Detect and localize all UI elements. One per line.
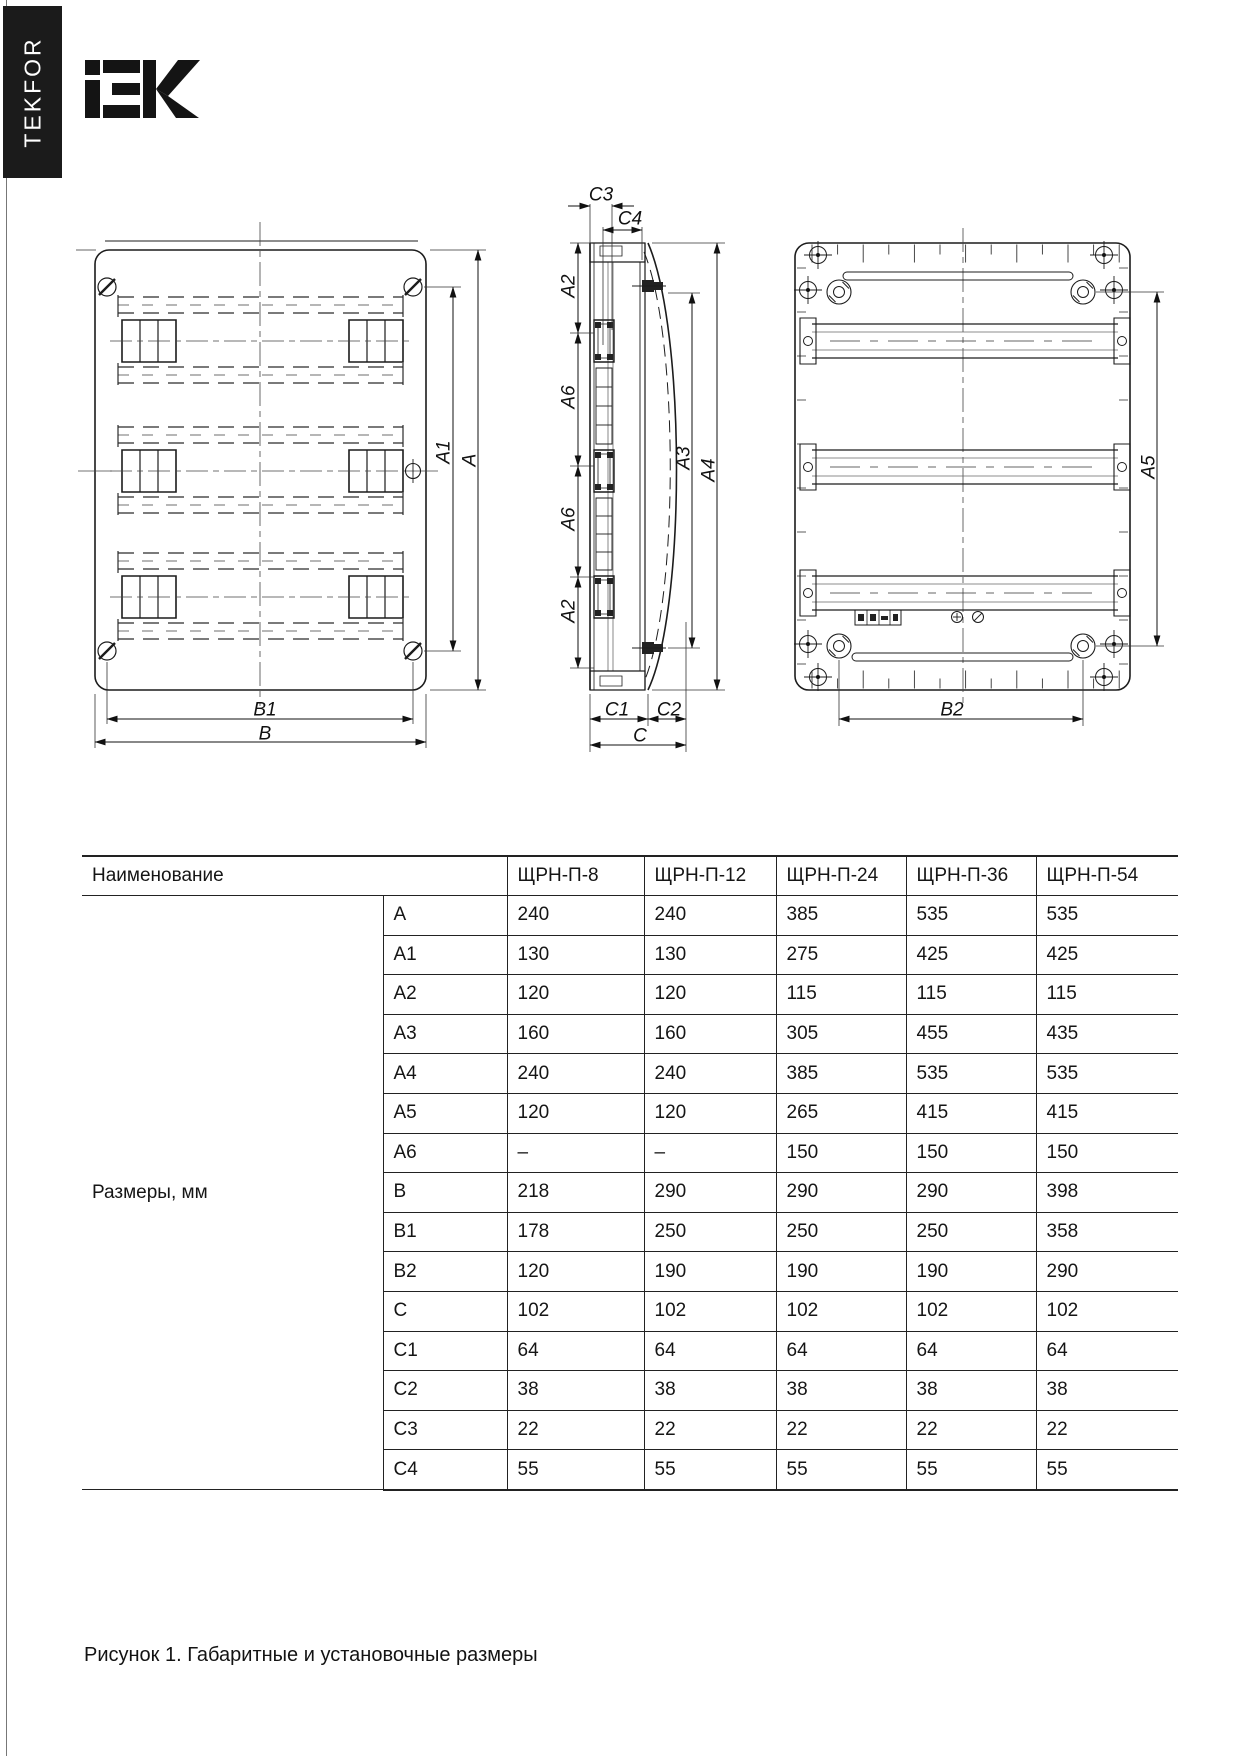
dim-value-cell: 290 xyxy=(776,1173,906,1213)
table-header-model-1: ЩРН-П-8 xyxy=(507,856,644,896)
dim-value-cell: 415 xyxy=(1036,1093,1178,1133)
dim-value-cell: 240 xyxy=(644,896,776,936)
dim-value-cell: 64 xyxy=(507,1331,644,1371)
dim-value-cell: 38 xyxy=(906,1371,1036,1411)
dim-value-cell: 385 xyxy=(776,896,906,936)
dim-value-cell: 64 xyxy=(1036,1331,1178,1371)
iek-logo-icon xyxy=(83,55,205,123)
dim-value-cell: 398 xyxy=(1036,1173,1178,1213)
dim-label-a3: A3 xyxy=(673,446,695,470)
dim-value-cell: 38 xyxy=(1036,1371,1178,1411)
table-header-name: Наименование xyxy=(82,856,507,896)
dim-value-cell: 160 xyxy=(644,1014,776,1054)
dim-value-cell: 415 xyxy=(906,1093,1036,1133)
figure-caption: Рисунок 1. Габаритные и установочные размеры xyxy=(84,1644,538,1666)
table-header-model-2: ЩРН-П-12 xyxy=(644,856,776,896)
dim-label-c: C xyxy=(633,725,647,747)
dim-label-a1: A1 xyxy=(433,440,455,464)
dim-label-b2: B2 xyxy=(940,699,964,721)
dim-letter-cell: C xyxy=(383,1291,507,1331)
table-header-row xyxy=(82,856,1178,896)
dim-value-cell: 150 xyxy=(906,1133,1036,1173)
dim-value-cell: 120 xyxy=(507,975,644,1015)
dim-label-c2: C2 xyxy=(656,699,682,721)
dim-value-cell: 102 xyxy=(776,1291,906,1331)
dim-value-cell: 102 xyxy=(1036,1291,1178,1331)
dim-value-cell: 240 xyxy=(507,896,644,936)
front-view-drawing xyxy=(76,222,486,748)
dim-value-cell: 55 xyxy=(507,1450,644,1490)
group-label-cell: Размеры, мм xyxy=(82,896,383,1490)
dim-label-b1: B1 xyxy=(253,699,277,721)
dim-letter-cell: C4 xyxy=(383,1450,507,1490)
dim-value-cell: 22 xyxy=(776,1410,906,1450)
dim-value-cell: 265 xyxy=(776,1093,906,1133)
dim-value-cell: 120 xyxy=(644,975,776,1015)
table-row xyxy=(82,896,1178,936)
dim-value-cell: 358 xyxy=(1036,1212,1178,1252)
dim-value-cell: 435 xyxy=(1036,1014,1178,1054)
dim-value-cell: 55 xyxy=(906,1450,1036,1490)
dim-value-cell: 130 xyxy=(507,935,644,975)
dim-value-cell: 455 xyxy=(906,1014,1036,1054)
dim-value-cell: 102 xyxy=(507,1291,644,1331)
dim-value-cell: 178 xyxy=(507,1212,644,1252)
dim-label-c3: C3 xyxy=(588,184,614,206)
dim-value-cell: 290 xyxy=(1036,1252,1178,1292)
back-view-drawing xyxy=(794,228,1164,726)
dim-value-cell: 535 xyxy=(1036,1054,1178,1094)
dim-label-a2-bottom: A2 xyxy=(558,599,580,623)
dim-value-cell: 385 xyxy=(776,1054,906,1094)
dim-value-cell: 150 xyxy=(776,1133,906,1173)
dim-letter-cell: C1 xyxy=(383,1331,507,1371)
dim-value-cell: 120 xyxy=(644,1093,776,1133)
dim-value-cell: 425 xyxy=(1036,935,1178,975)
dim-label-b: B xyxy=(258,723,272,745)
dim-value-cell: 38 xyxy=(644,1371,776,1411)
dim-value-cell: 115 xyxy=(906,975,1036,1015)
dim-value-cell: 55 xyxy=(1036,1450,1178,1490)
dim-value-cell: – xyxy=(644,1133,776,1173)
dimensions-table xyxy=(82,855,1178,1491)
dim-value-cell: 22 xyxy=(644,1410,776,1450)
brand-vertical-text: TEKFOR xyxy=(19,36,45,148)
dim-label-c4: C4 xyxy=(617,208,643,230)
dim-value-cell: 38 xyxy=(776,1371,906,1411)
dim-letter-cell: A5 xyxy=(383,1093,507,1133)
dim-letter-cell: C3 xyxy=(383,1410,507,1450)
dim-value-cell: 240 xyxy=(644,1054,776,1094)
dim-label-c1: C1 xyxy=(604,699,630,721)
dim-value-cell: 64 xyxy=(906,1331,1036,1371)
dim-value-cell: 190 xyxy=(906,1252,1036,1292)
dim-letter-cell: A3 xyxy=(383,1014,507,1054)
dim-letter-cell: B xyxy=(383,1173,507,1213)
dim-value-cell: 38 xyxy=(507,1371,644,1411)
dim-value-cell: 22 xyxy=(1036,1410,1178,1450)
dim-value-cell: 190 xyxy=(776,1252,906,1292)
dim-value-cell: 115 xyxy=(1036,975,1178,1015)
dim-letter-cell: A2 xyxy=(383,975,507,1015)
dim-letter-cell: A4 xyxy=(383,1054,507,1094)
dim-value-cell: 290 xyxy=(906,1173,1036,1213)
dim-value-cell: 120 xyxy=(507,1093,644,1133)
dim-value-cell: 305 xyxy=(776,1014,906,1054)
table-header-model-3: ЩРН-П-24 xyxy=(776,856,906,896)
brand-bar xyxy=(3,6,62,178)
dim-letter-cell: B1 xyxy=(383,1212,507,1252)
dim-value-cell: – xyxy=(507,1133,644,1173)
dim-value-cell: 275 xyxy=(776,935,906,975)
dim-value-cell: 425 xyxy=(906,935,1036,975)
dim-letter-cell: A1 xyxy=(383,935,507,975)
dim-value-cell: 64 xyxy=(644,1331,776,1371)
dim-letter-cell: A6 xyxy=(383,1133,507,1173)
page-edge-line xyxy=(6,0,7,1756)
dim-value-cell: 535 xyxy=(906,1054,1036,1094)
dim-value-cell: 130 xyxy=(644,935,776,975)
dim-value-cell: 218 xyxy=(507,1173,644,1213)
dim-value-cell: 535 xyxy=(906,896,1036,936)
dim-value-cell: 115 xyxy=(776,975,906,1015)
dim-value-cell: 22 xyxy=(906,1410,1036,1450)
dim-label-a: A xyxy=(459,453,481,467)
dim-label-a5: A5 xyxy=(1138,455,1160,479)
dim-value-cell: 240 xyxy=(507,1054,644,1094)
dim-value-cell: 120 xyxy=(507,1252,644,1292)
dim-label-a2-top: A2 xyxy=(558,274,580,298)
dim-value-cell: 150 xyxy=(1036,1133,1178,1173)
dim-letter-cell: C2 xyxy=(383,1371,507,1411)
table-header-model-5: ЩРН-П-54 xyxy=(1036,856,1178,896)
dim-value-cell: 55 xyxy=(644,1450,776,1490)
table-header-model-4: ЩРН-П-36 xyxy=(906,856,1036,896)
dim-value-cell: 160 xyxy=(507,1014,644,1054)
dim-value-cell: 250 xyxy=(776,1212,906,1252)
dim-label-a4: A4 xyxy=(698,458,720,482)
dim-value-cell: 190 xyxy=(644,1252,776,1292)
dim-value-cell: 102 xyxy=(906,1291,1036,1331)
dim-value-cell: 102 xyxy=(644,1291,776,1331)
dim-label-a6-upper: A6 xyxy=(558,385,580,409)
dim-value-cell: 535 xyxy=(1036,896,1178,936)
dim-value-cell: 250 xyxy=(906,1212,1036,1252)
dim-letter-cell: B2 xyxy=(383,1252,507,1292)
dim-value-cell: 55 xyxy=(776,1450,906,1490)
dim-value-cell: 250 xyxy=(644,1212,776,1252)
dim-label-a6-lower: A6 xyxy=(558,507,580,531)
dim-value-cell: 290 xyxy=(644,1173,776,1213)
dim-value-cell: 64 xyxy=(776,1331,906,1371)
dim-value-cell: 22 xyxy=(507,1410,644,1450)
dim-letter-cell: A xyxy=(383,896,507,936)
